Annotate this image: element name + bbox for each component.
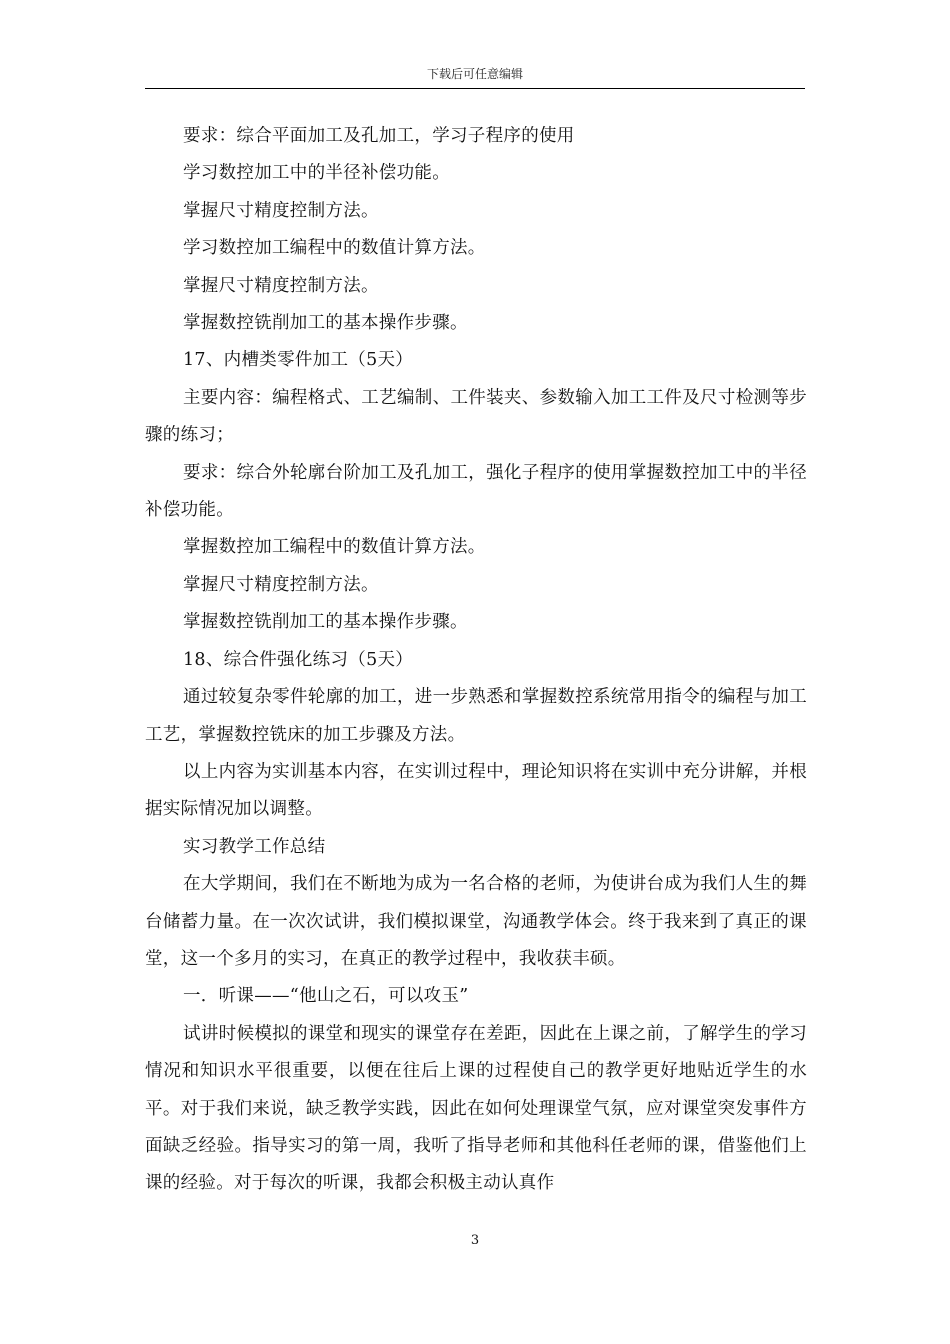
paragraph: 试讲时候模拟的课堂和现实的课堂存在差距，因此在上课之前，了解学生的学习情况和知识水平很重要，以便在往后上课的过程使自己的教学更好地贴近学生的水平。对于我们来说，缺乏教学实践，因此在如何处理课堂气氛，应对课堂突发事件方面缺乏经验。指导实习的第一周，我听了指导老师和其他科任老师的课，借鉴他们上课的经验。对于每次的听课，我都会积极主动认真作 [145,1023,807,1194]
paragraph: 掌握数控加工编程中的数值计算方法。 [183,537,486,558]
paragraph: 掌握数控铣削加工的基本操作步骤。 [183,612,468,633]
paragraph: 要求：综合外轮廓台阶加工及孔加工，强化子程序的使用掌握数控加工中的半径补偿功能。 [145,462,807,521]
paragraph: 在大学期间，我们在不断地为成为一名合格的老师，为使讲台成为我们人生的舞台储蓄力量。在一次次试讲，我们模拟课堂，沟通教学体会。终于我来到了真正的课堂，这一个多月的实习，在真正的教学过程中，我收获丰硕。 [145,874,807,969]
paragraph: 主要内容：编程格式、工艺编制、工件装夹、参数输入加工工件及尺寸检测等步骤的练习； [145,387,807,446]
paragraph: 掌握数控铣削加工的基本操作步骤。 [183,313,468,334]
paragraph: 以上内容为实训基本内容，在实训过程中，理论知识将在实训中充分讲解，并根据实际情况加以调整。 [145,761,807,820]
page-header: 下载后可任意编辑 [426,67,523,81]
paragraph: 学习数控加工中的半径补偿功能。 [183,163,450,184]
section-heading: 实习教学工作总结 [183,836,326,857]
section-heading: 一．听课——“他山之石，可以攻玉” [183,986,469,1007]
paragraph: 通过较复杂零件轮廓的加工，进一步熟悉和掌握数控系统常用指令的编程与加工工艺，掌握数控铣床的加工步骤及方法。 [145,687,807,745]
paragraph: 掌握尺寸精度控制方法。 [183,574,379,595]
section-heading: 17、内槽类零件加工（5天） [183,350,414,371]
header-rule [145,88,805,89]
page-number: 3 [470,1233,480,1248]
paragraph: 掌握尺寸精度控制方法。 [183,200,379,221]
paragraph: 要求：综合平面加工及孔加工，学习子程序的使用 [183,126,575,146]
section-heading: 18、综合件强化练习（5天） [183,649,414,670]
paragraph: 掌握尺寸精度控制方法。 [183,275,379,296]
body-text [145,118,807,1203]
paragraph: 学习数控加工编程中的数值计算方法。 [183,238,486,259]
